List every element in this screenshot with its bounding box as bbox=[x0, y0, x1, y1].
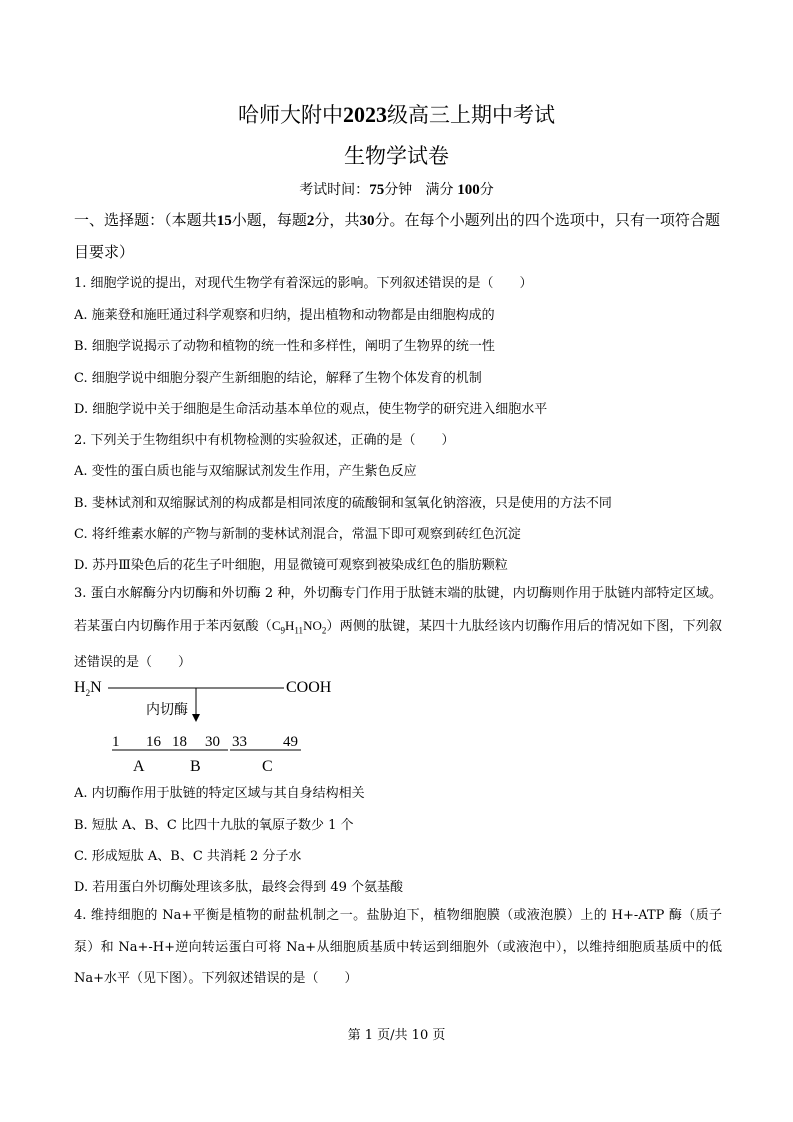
residue-number: 49 bbox=[283, 734, 298, 750]
segment-label-b: B bbox=[190, 758, 201, 775]
residue-number: 1 bbox=[112, 734, 120, 750]
q2-option-d: D. 苏丹Ⅲ染色后的花生子叶细胞，用显微镜可观察到被染成红色的脂肪颗粒 bbox=[74, 558, 508, 573]
q1-option-d: D. 细胞学说中关于细胞是生命活动基本单位的观点，使生物学的研究进入细胞水平 bbox=[74, 402, 548, 417]
segment-label-c: C bbox=[262, 758, 273, 775]
q3-option-c: C. 形成短肽 A、B、C 共消耗 2 分子水 bbox=[74, 849, 302, 864]
residue-number: 33 bbox=[232, 734, 247, 750]
n-terminus-label: $H_2N$ bbox=[74, 679, 102, 699]
residue-number: 16 bbox=[146, 734, 161, 750]
enzyme-label: 内切酶 bbox=[146, 702, 188, 718]
q4-stem: 4. 维持细胞的 Na+平衡是植物的耐盐机制之一。盐胁迫下，植物细胞膜（或液泡膜）上的 H+-ATP 酶（质子泵）和 Na+-H+逆向转运蛋白可将 Na+从细胞质基质中转运到细胞外（或液泡中），以维持细胞质基质中的低 Na+水平（见下图）。下列叙述错误的是（ ） bbox=[74, 908, 722, 986]
exam-title: 哈师大附中2023级高三上期中考试 bbox=[238, 102, 555, 127]
q2-stem: 2. 下列关于生物组织中有机物检测的实验叙述，正确的是（ ） bbox=[74, 433, 455, 448]
q1-option-b: B. 细胞学说揭示了动物和植物的统一性和多样性，阐明了生物界的统一性 bbox=[74, 339, 495, 354]
q3-option-d: D. 若用蛋白外切酶处理该多肽，最终会得到 49 个氨基酸 bbox=[74, 880, 404, 895]
q2-option-c: C. 将纤维素水解的产物与新制的斐林试剂混合，常温下即可观察到砖红色沉淀 bbox=[74, 527, 521, 542]
segment-label-a: A bbox=[133, 758, 145, 775]
c-terminus-label: COOH bbox=[286, 679, 332, 696]
q3-option-b: B. 短肽 A、B、C 比四十九肽的氧原子数少 1 个 bbox=[74, 818, 354, 833]
q1-stem: 1. 细胞学说的提出，对现代生物学有着深远的影响。下列叙述错误的是（ ） bbox=[74, 276, 533, 291]
q2-option-a: A. 变性的蛋白质也能与双缩脲试剂发生作用，产生紫色反应 bbox=[74, 464, 417, 479]
residue-number: 30 bbox=[205, 734, 220, 750]
page-footer: 第 1 页/共 10 页 bbox=[347, 1028, 446, 1043]
q3-option-a: A. 内切酶作用于肽链的特定区域与其自身结构相关 bbox=[74, 786, 365, 801]
chemical-formula: $C_9H_{11}NO_2$ bbox=[271, 617, 327, 636]
residue-number: 18 bbox=[172, 734, 187, 750]
arrow-head-icon bbox=[192, 714, 200, 722]
exam-info: 考试时间：75分钟 满分 100分 bbox=[299, 182, 494, 198]
exam-subtitle: 生物学试卷 bbox=[344, 144, 449, 168]
section-heading: 一、选择题：（本题共15小题，每题2分，共30分。在每个小题列出的四个选项中，只有一项符合题目要求） bbox=[74, 211, 720, 261]
q2-option-b: B. 斐林试剂和双缩脲试剂的构成都是相同浓度的硫酸铜和氢氧化钠溶液，只是使用的方法不同 bbox=[74, 496, 612, 511]
q1-option-a: A. 施莱登和施旺通过科学观察和归纳，提出植物和动物都是由细胞构成的 bbox=[74, 308, 495, 323]
peptide-diagram bbox=[74, 674, 374, 774]
q1-option-c: C. 细胞学说中细胞分裂产生新细胞的结论，解释了生物个体发育的机制 bbox=[74, 371, 482, 386]
q3-stem: 3. 蛋白水解酶分内切酶和外切酶 2 种，外切酶专门作用于肽链末端的肽键，内切酶则作用于肽链内部特定区域。若某蛋白内切酶作用于苯丙氨酸$(C_9H_{11}NO_2)$两侧的肽键，某四十九肽经该内切酶作用后的情况如下图，下列叙述错误的是（ ） bbox=[74, 586, 722, 670]
